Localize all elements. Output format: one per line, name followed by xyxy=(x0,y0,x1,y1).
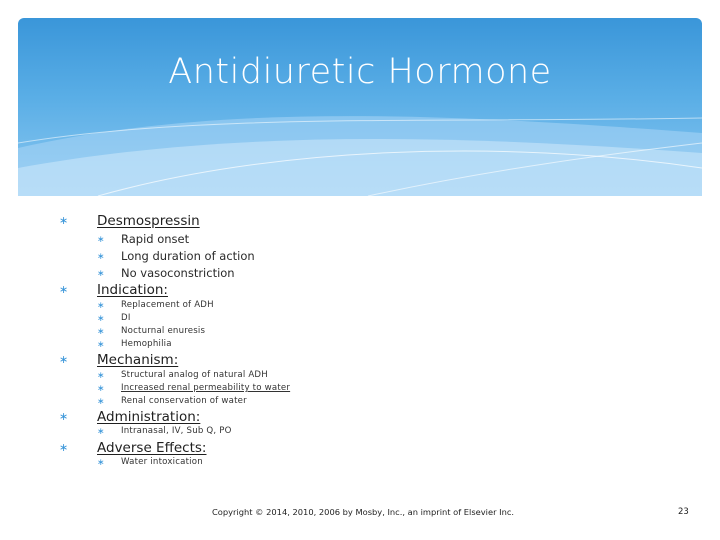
list-item: DI xyxy=(121,313,131,323)
list-item: Rapid onset xyxy=(121,232,190,246)
bullet-icon: ∗ xyxy=(59,410,69,423)
list-item: No vasoconstriction xyxy=(121,266,235,280)
list-item: Hemophilia xyxy=(121,339,172,349)
sub-bullet-icon: ∗ xyxy=(97,301,105,311)
sub-bullet-icon: ∗ xyxy=(97,427,105,437)
sub-bullet-icon: ∗ xyxy=(97,269,105,279)
sub-bullet-icon: ∗ xyxy=(97,384,105,394)
section-heading: Adverse Effects: xyxy=(97,440,207,456)
sub-bullet-icon: ∗ xyxy=(97,397,105,407)
section-heading: Desmospressin xyxy=(97,213,200,229)
sub-bullet-icon: ∗ xyxy=(97,252,105,262)
sub-bullet-icon: ∗ xyxy=(97,371,105,381)
section-heading: Administration: xyxy=(97,409,201,425)
list-item: Water intoxication xyxy=(121,457,203,467)
sub-bullet-icon: ∗ xyxy=(97,314,105,324)
bullet-icon: ∗ xyxy=(59,441,69,454)
page-number: 23 xyxy=(678,507,689,517)
sub-bullet-icon: ∗ xyxy=(97,458,105,468)
bullet-icon: ∗ xyxy=(59,214,69,227)
sub-bullet-icon: ∗ xyxy=(97,340,105,350)
section-heading: Indication: xyxy=(97,282,168,298)
slide-title: Antidiuretic Hormone xyxy=(168,52,552,92)
list-item: Intranasal, IV, Sub Q, PO xyxy=(121,426,232,436)
sub-bullet-icon: ∗ xyxy=(97,327,105,337)
copyright-footer: Copyright © 2014, 2010, 2006 by Mosby, Inc., an imprint of Elsevier Inc. xyxy=(212,507,515,517)
bullet-icon: ∗ xyxy=(59,353,69,366)
sub-bullet-icon: ∗ xyxy=(97,235,105,245)
list-item: Structural analog of natural ADH xyxy=(121,370,268,380)
list-item: Nocturnal enuresis xyxy=(121,326,206,336)
bullet-icon: ∗ xyxy=(59,283,69,296)
list-item: Replacement of ADH xyxy=(121,300,214,310)
list-item: Renal conservation of water xyxy=(121,396,247,406)
list-item: Long duration of action xyxy=(121,249,255,263)
list-item: Increased renal permeability to water xyxy=(121,383,291,393)
section-heading: Mechanism: xyxy=(97,352,179,368)
